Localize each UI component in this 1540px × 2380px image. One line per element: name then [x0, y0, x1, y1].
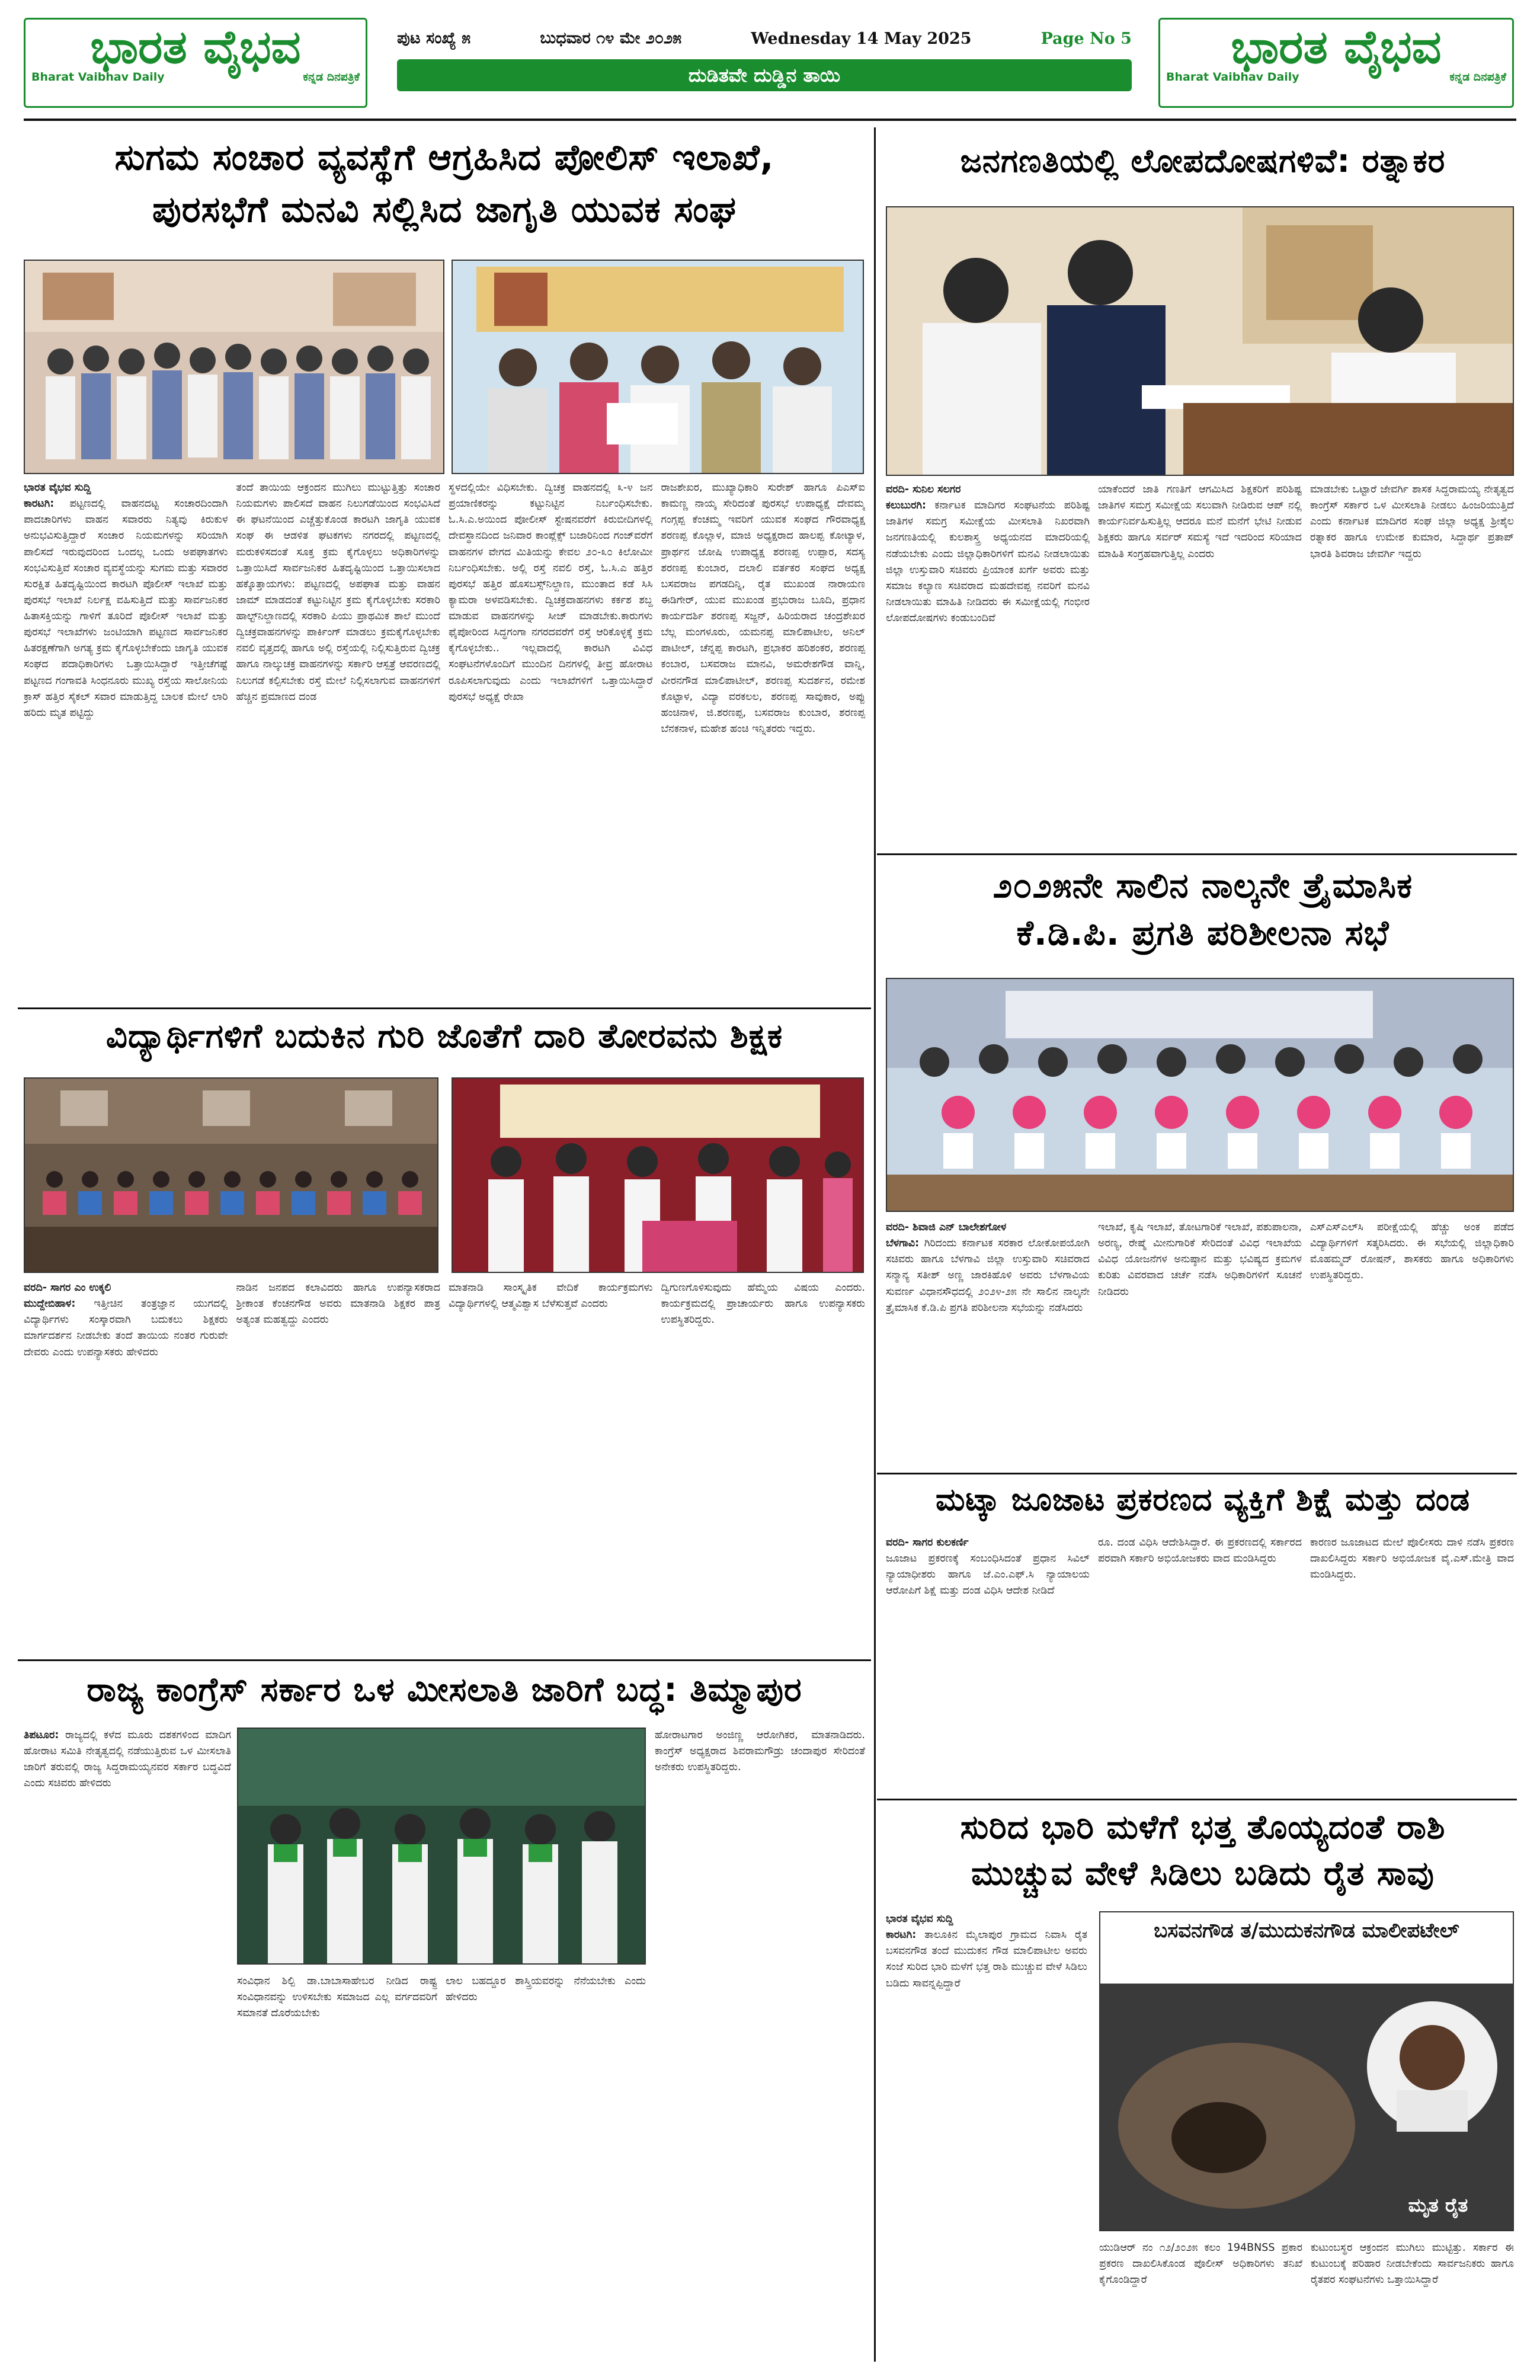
photo-classroom — [24, 1077, 438, 1273]
logo-title: ಭಾರತ ವೈಭವ — [90, 21, 301, 74]
date-kn: ಬುಧವಾರ ೧೪ ಮೇ ೨೦೨೫ — [540, 29, 682, 47]
body-text: ಕುಟುಂಬಸ್ಥರ ಆಕ್ರಂದನ ಮುಗಿಲು ಮುಟ್ಟಿತ್ತು. ಸರ್ಕಾರ ಈ ಕುಟುಂಬಕ್ಕೆ ಪರಿಹಾರ ನೀಡಬೇಕೆಂದು ಸಾರ್ವಜನಿಕರು ಹಾಗೂ ರೈತಪರ ಸಂಘಟನೆಗಳು ಒತ್ತಾಯಿಸಿದ್ದಾರೆ — [1311, 2242, 1514, 2286]
photo-police-group — [24, 260, 444, 474]
dateline: ವರದಿ- ಸಾಗರ ಕುಲಕರ್ಣಿ — [886, 1537, 969, 1549]
headline-farmer-2: ಮುಚ್ಚುವ ವೇಳೆ ಸಿಡಿಲು ಬಡಿದು ರೈತ ಸಾವು — [971, 1854, 1435, 1893]
photo-caption: ಮೃತ ರೈತ — [1408, 2194, 1468, 2216]
body-text: ಕಾರಣರ ಜೂಜಾಟದ ಮೇಲೆ ಪೊಲೀಸರು ದಾಳಿ ನಡೆಸಿ ಪ್ರಕರಣ ದಾಖಲಿಸಿದ್ದರು ಸರ್ಕಾರಿ ಅಭಿಯೋಜಕ ವೈ.ಎಸ್.ಮೇತ್ರಿ ವಾದ ಮಂಡಿಸಿದ್ದರು. — [1310, 1537, 1514, 1581]
body-text: ಮಾತನಾಡಿ ಸಾಂಸ್ಕೃತಿಕ ವೇದಿಕೆ ಕಾರ್ಯಕ್ರಮಗಳು ವಿದ್ಯಾರ್ಥಿಗಳಲ್ಲಿ ಆತ್ಮವಿಶ್ವಾಸ ಬೆಳೆಸುತ್ತವೆ ಎಂದರು — [449, 1282, 653, 1310]
body-text: ಯುಡಿಆರ್ ನಂ ೧೨/೨೦೨೫ ಕಲಂ 194BNSS ಪ್ರಕಾರ ಪ್ರಕರಣ ದಾಖಲಿಸಿಕೊಂಡ ಪೊಲೀಸ್ ಅಧಿಕಾರಿಗಳು ತನಿಖೆ ಕೈಗೊಂಡಿದ್ದಾರೆ — [1099, 2242, 1302, 2286]
logo-sub-kn: ಕನ್ನಡ ದಿನಪತ್ರಿಕೆ — [1449, 71, 1506, 84]
dateline: ವರದಿ- ಸುನಿಲ ಸಲಗರ — [886, 484, 961, 495]
headline-matka: ಮಟ್ಕಾ ಜೂಜಾಟ ಪ್ರಕರಣದ ವ್ಯಕ್ತಿಗೆ ಶಿಕ್ಷೆ ಮತ್ತು ದಂಡ — [935, 1482, 1471, 1518]
body-text: ಎಸ್ಎಸ್ಎಲ್‌ಸಿ ಪರೀಕ್ಷೆಯಲ್ಲಿ ಹೆಚ್ಚು ಅಂಕ ಪಡೆದ ವಿದ್ಯಾರ್ಥಿಗಳಿಗೆ ಸತ್ಕರಿಸಿದರು. ಈ ಸಭೆಯಲ್ಲಿ ಜಿಲ್ಲಾಧಿಕಾರಿ ಮೊಹಮ್ಮದ್ ರೋಷನ್, ಶಾಸಕರು ಹಾಗೂ ಅಧಿಕಾರಿಗಳು ಉಪಸ್ಥಿತರಿದ್ದರು. — [1310, 1221, 1514, 1282]
body-text: ಯಾಕೆಂದರೆ ಜಾತಿ ಗಣತಿಗೆ ಆಗಮಿಸಿದ ಶಿಕ್ಷಕರಿಗೆ ಪರಿಶಿಷ್ಟ ಜಾತಿಗಳ ಸಮಗ್ರ ಸಮೀಕ್ಷೆಯ ಸಲುವಾಗಿ ನೀಡಿರುವ ಆಪ್ ನಲ್ಲಿ ಕಾರ್ಯನಿರ್ವಹಿಸುತ್ತಿಲ್ಲ ಆದರೂ ಮನೆ ಮನೆಗೆ ಭೇಟಿ ನೀಡುವ ಶಿಕ್ಷಕರು ಹಾಗೂ ಸರ್ವರ್ ಸಮಸ್ಯೆ ಇದೆ ಇದರಿಂದ ಸರಿಯಾದ ಮಾಹಿತಿ ಸಂಗ್ರಹವಾಗುತ್ತಿಲ್ಲ ಎಂದರು — [1098, 484, 1302, 560]
section-rule — [18, 1007, 871, 1009]
logo-title: ಭಾರತ ವೈಭವ — [1231, 21, 1442, 74]
body-text: ಇತ್ತೀಚಿನ ತಂತ್ರಜ್ಞಾನ ಯುಗದಲ್ಲಿ ವಿದ್ಯಾರ್ಥಿಗಳು ಸಂಸ್ಕಾರವಾಗಿ ಬದುಕಲು ಶಿಕ್ಷಕರು ಮಾರ್ಗದರ್ಶನ ನೀಡಬೇಕು ತಂದೆ ತಾಯಿಯ ನಂತರ ಗುರುವೇ ದೇವರು ಎಂದು ಉಪನ್ಯಾಸಕರು ಹೇಳಿದರು — [24, 1298, 228, 1358]
article-congress-body-right — [655, 1728, 865, 2362]
page-number: Page No 5 — [1040, 29, 1132, 48]
headline-police-1: ಸುಗಮ ಸಂಚಾರ ವ್ಯವಸ್ಥೆಗೆ ಆಗ್ರಹಿಸಿದ ಪೋಲಿಸ್ ಇಲಾಖೆ, — [114, 137, 774, 178]
photo-congress-stage — [237, 1728, 646, 1965]
body-text: ಗಿರಿದಂದು ಕರ್ನಾಟಕ ಸರಕಾರ ಲೋಕೋಪಯೋಗಿ ಸಚಿವರು ಹಾಗೂ ಬೆಳಗಾವಿ ಜಿಲ್ಲಾ ಉಸ್ತುವಾರಿ ಸಚಿವರಾದ ಸನ್ಮಾನ್ಯ ಸತೀಶ್ ಅಣ್ಣ ಜಾರಕಿಹೊಳಿ ಅವರು ಬೆಳಗಾವಿಯ ಸುವರ್ಣ ವಿಧಾನಸೌಧದಲ್ಲಿ ೨೦೨೪-೨೫ ನೇ ಸಾಲಿನ ನಾಲ್ಕನೇ ತ್ರೈಮಾಸಿಕ ಕೆ.ಡಿ.ಪಿ ಪ್ರಗತಿ ಪರಿಶೀಲನಾ ಸಭೆಯನ್ನು ನಡೆಸಿದರು — [886, 1237, 1090, 1314]
photo-census — [886, 206, 1514, 476]
body-text: ಹೋರಾಟಗಾರ ಅಂಜಿಣ್ಣ ಆರೋಗಿಕರ, ಮಾತನಾಡಿದರು. ಕಾಂಗ್ರೆಸ್ ಅಧ್ಯಕ್ಷರಾದ ಶಿವರಾಮಗೌಡ್ರು ಚಂದಾಪುರ ಸೇರಿದಂತೆ ಅನೇಕರು ಉಪಸ್ಥಿತರಿದ್ದರು. — [655, 1729, 865, 1774]
section-rule — [18, 1659, 871, 1661]
dateline: ಭಾರತ ವೈಭವ ಸುದ್ದಿ — [24, 482, 91, 494]
dateline: ವರದಿ- ಶಿವಾಜಿ ಎನ್ ಬಾಲೇಶಗೋಳ — [886, 1221, 1007, 1233]
body-text: ತಂದೆ ತಾಯಿಯ ಆಕ್ರಂದನ ಮುಗಿಲು ಮುಟ್ಟುತ್ತಿತ್ತು ಸಂಚಾರ ನಿಯಮಗಳು ಪಾಲಿಸದೆ ವಾಹನ ನಿಲುಗಡೆಯಿಂದ ಸಂಭವಿಸಿದೆ ಈ ಘಟನೆಯಿಂದ ಎಚ್ಚೆತ್ತುಕೊಂಡ ಕಾರಟಗಿ ಜಾಗೃತಿ ಯುವಕ ಸಂಘ ಈ ಆಡಳಿತ ಘಟಕಗಳು ನಗರದಲ್ಲಿ ಪಟ್ಟಣದಲ್ಲಿ ಮರುಕಳಿಸದಂತೆ ಸೂಕ್ತ ಕ್ರಮ ಕೈಗೊಳ್ಳಲು ಅಧಿಕಾರಿಗಳನ್ನು ಒತ್ತಾಯಿಸಿದೆ ಸಾರ್ವಜನಿಕರ ಹಿತದೃಷ್ಟಿಯಿಂದ ಒತ್ತಾಯಿಸಲಾದ ಹಕ್ಕೊತ್ತಾಯಗಳು: ಪಟ್ಟಣದಲ್ಲಿ ಅಪಘಾತ ಮತ್ತು ವಾಹನ ಜಾಮ್ ಮಾಡದಂತೆ ಕಟ್ಟುನಿಟ್ಟಿನ ಕ್ರಮ ಕೈಗೊಳ್ಳಬೇಕು ಸರಕಾರಿ ಹಾಲ್ಟ್‌ನಿಲ್ದಾಣದಲ್ಲಿ ಸರಕಾರಿ ಪಿಯು ಪ್ರಾಥಮಿಕ ಶಾಲೆ ಮುಂದೆ ದ್ವಿಚಕ್ರವಾಹನಗಳನ್ನು ಪಾರ್ಕಿಂಗ್ ಮಾಡಲು ಕ್ರಮಕೈಗೊಳ್ಳಬೇಕು ನವಲಿ ವೃತ್ತದಲ್ಲಿ ಹಾಗೂ ಅಲ್ಲಿ ರಸ್ತೆಯಲ್ಲಿ ನಿಲ್ಲಿಸುತ್ತಿರುವ ದ್ವಿಚಕ್ರ ಹಾಗೂ ನಾಲ್ಕುಚಕ್ರ ವಾಹನಗಳನ್ನು ಸರ್ಕಾರಿ ಆಸ್ಪತ್ರೆ ಆವರಣದಲ್ಲಿ ನಿಲುಗಡೆ ಕಲ್ಪಿಸಬೇಕು ರಸ್ತೆ ಮೇಲೆ ನಿಲ್ಲಿಸಲಾಗುವ ವಾಹನಗಳಿಗೆ ಹೆಚ್ಚಿನ ಪ್ರಮಾಣದ ದಂಡ — [236, 482, 440, 703]
headline-farmer-1: ಸುರಿದ ಭಾರಿ ಮಳೆಗೆ ಭತ್ತ ತೊಯ್ಯದಂತೆ ರಾಶಿ — [960, 1808, 1446, 1847]
body-text: ರೂ. ದಂಡ ವಿಧಿಸಿ ಆದೇಶಿಸಿದ್ದಾರೆ. ಈ ಪ್ರಕರಣದಲ್ಲಿ ಸರ್ಕಾರದ ಪರವಾಗಿ ಸರ್ಕಾರಿ ಅಭಿಯೋಜಕರು ವಾದ ಮಂಡಿಸಿದ್ದರು — [1098, 1537, 1302, 1565]
article-congress-body — [237, 1973, 646, 2362]
body-text: ಸ್ಥಳದಲ್ಲಿಯೇ ವಿಧಿಸಬೇಕು. ದ್ವಿಚಕ್ರ ವಾಹನದಲ್ಲಿ ೩-೪ ಜನ ಪ್ರಯಾಣಿಕರನ್ನು ಕಟ್ಟುನಿಟ್ಟಿನ ನಿರ್ಬಂಧಿಸಬೇಕು. ಓ.ಸಿ.ಎ.ಅಯಿಂದ ಪೋಲೀಸ್ ಸ್ಟೇಷನವರೆಗೆ ಕಿರುಬೀದಿಗಳಲ್ಲಿ ದೇವಸ್ಥಾನದಿಂದ ಜನಿವಾರ ಕಾಂಪ್ಲೆಕ್ಸ್ ಬಜಾರಿನಿಂದ ಗಂಜ್‌ವರೆಗೆ ವಾಹನಗಳ ವೇಗದ ಮಿತಿಯನ್ನು ಕೇವಲ ೨೦-೩೦ ಕಿಲೋಮೀ ನಿರ್ಬಂಧಿಸಬೇಕು. ಅಲ್ಲಿ ರಸ್ತೆ ನವಲಿ ರಸ್ತೆ, ಓ.ಸಿ.ಎ ಹತ್ತಿರ ಪುರಸಭೆ ಹತ್ತಿರ ಹೊಸಬಸ್ಸ್‌ನಿಲ್ದಾಣ, ಮುಂತಾದ ಕಡೆ ಸಿಸಿ ಕ್ಯಾಮರಾ ಅಳವಡಿಸಬೇಕು. ದ್ವಿಚಕ್ರವಾಹನಗಳು ಕರ್ಕಶ ಶಬ್ದ ಮಾಡುವ ವಾಹನಗಳನ್ನು ಸೀಜ್ ಮಾಡಬೇಕು.ಕಾರುಗಳು ಫೈಪೋರಿಂದ ಸಿದ್ಧಗಂಗಾ ನಗರದವರೆಗೆ ರಸ್ತೆ ಆರಿಕೊಳ್ಳಕ್ಕೆ ಕ್ರಮ ಕೈಗೊಳ್ಳಬೇಕು.. ಇಲ್ಲವಾದಲ್ಲಿ ಕಾರಟಗಿ ವಿವಿಧ ಸಂಘಟನೆಗಳೊಂದಿಗೆ ಮುಂದಿನ ದಿನಗಳಲ್ಲಿ ತೀವ್ರ ಹೋರಾಟ ರೂಪಿಸಲಾಗುವುದು ಎಂದು ಇಲಾಖೆಗಳಿಗೆ ಒತ್ತಾಯಿಸಿದ್ದಾರೆ ಪುರಸಭೆ ಅಧ್ಯಕ್ಷೆ ರೇಖಾ — [449, 482, 653, 703]
place: ಮುದ್ದೇಬಿಹಾಳ: — [24, 1298, 76, 1310]
article-congress-body-top — [24, 1728, 231, 2362]
headline-kdp-2: ಕೆ.ಡಿ.ಪಿ. ಪ್ರಗತಿ ಪರಿಶೀಲನಾ ಸಭೆ — [1016, 913, 1389, 953]
photo-teacher-stage — [452, 1077, 864, 1273]
place: ಕಾರಟಗಿ: — [886, 1929, 917, 1941]
headline-kdp-1: ೨೦೨೫ನೇ ಸಾಲಿನ ನಾಲ್ಕನೇ ತ್ರೈಮಾಸಿಕ — [992, 865, 1413, 906]
body-text: ರಾಜ್ಯದಲ್ಲಿ ಕಳೆದ ಮೂರು ದಶಕಗಳಿಂದ ಮಾದಿಗ ಹೋರಾಟ ಸಮಿತಿ ನೇತೃತ್ವದಲ್ಲಿ ನಡೆಯುತ್ತಿರುವ ಒಳ ಮೀಸಲಾತಿ ಜಾರಿಗೆ ತರುವಲ್ಲಿ ರಾಜ್ಯ ಸಿದ್ದರಾಮಯ್ಯನವರ ಸರ್ಕಾರ ಬದ್ಧವಿದೆ ಎಂದು ಸಚಿವರು ಹೇಳಿದರು — [24, 1729, 231, 1790]
date-en: Wednesday 14 May 2025 — [751, 29, 972, 48]
section-rule — [877, 1473, 1517, 1474]
body-text: ಜೂಜಾಟ ಪ್ರಕರಣಕ್ಕೆ ಸಂಬಂಧಿಸಿದಂತೆ ಪ್ರಧಾನ ಸಿವಿಲ್ ನ್ಯಾಯಾಧೀಶರು ಹಾಗೂ ಜೆ.ಎಂ.ಎಫ್.ಸಿ ನ್ಯಾಯಾಲಯ ಆರೋಪಿಗೆ ಶಿಕ್ಷೆ ಮತ್ತು ದಂಡ ವಿಧಿಸಿ ಆದೇಶ ನೀಡಿದೆ — [886, 1553, 1090, 1597]
photo-kdp-meeting — [886, 978, 1514, 1212]
body-text: ಸಂವಿಧಾನ ಶಿಲ್ಪಿ ಡಾ.ಬಾಬಾಸಾಹೇಬರ ನೀಡಿದ ರಾಷ್ಟ್ರ ಸಂವಿಧಾನವನ್ನು ಉಳಿಸಬೇಕು ಸಮಾಜದ ಎಲ್ಲ ವರ್ಗದವರಿಗೆ ಸಮಾನತೆ ದೊರೆಯಬೇಕು — [237, 1975, 437, 2020]
photo-farmer — [1099, 1911, 1514, 2231]
section-rule — [877, 853, 1517, 855]
place: ತಿಪಟೂರ: — [24, 1729, 59, 1741]
section-rule — [877, 1799, 1517, 1800]
header-rule — [24, 119, 1516, 121]
article-teacher-body — [24, 1280, 865, 1653]
photo-banner: ಬಸವನಗೌಡ ತ/ಮುದುಕನಗೌಡ ಮಾಲೀಪಟೇಲ್ — [1100, 1912, 1513, 1984]
headline-teacher: ವಿದ್ಯಾರ್ಥಿಗಳಿಗೆ ಬದುಕಿನ ಗುರಿ ಜೊತೆಗೆ ದಾರಿ ತೋರವನು ಶಿಕ್ಷಕ — [105, 1017, 783, 1055]
slogan-bar: ದುಡಿತವೇ ದುಡ್ಡಿನ ತಾಯಿ — [397, 59, 1132, 91]
column-divider — [874, 127, 876, 2362]
body-text: ಕರ್ನಾಟಕ ಮಾದಿಗರ ಸಂಘಟನೆಯ ಪರಿಶಿಷ್ಟ ಜಾತಿಗಳ ಸಮಗ್ರ ಸಮೀಕ್ಷೆಯ ಮೀಸಲಾತಿ ನಿಖರವಾಗಿ ಜನಗಣತಿಯಲ್ಲಿ ಕುಲಶಾಸ್ತ್ರ ಅಧ್ಯಯನದ ಮಾದರಿಯಲ್ಲಿ ನಡೆಯಬೇಕು ಎಂದು ಜಿಲ್ಲಾಧಿಕಾರಿಗಳಿಗೆ ಮನವಿ ನೀಡಲಾಯಿತು ಜಿಲ್ಲಾ ಉಸ್ತುವಾರಿ ಸಚಿವರು ಪ್ರಿಯಾಂಕ ಖರ್ಗೆ ಅವರು ಮತ್ತು ಸಮಾಜ ಕಲ್ಯಾಣ ಸಚಿವರಾದ ಮಹದೇವಪ್ಪ ನವರಿಗೆ ಮನವಿ ನೀಡಲಾಯಿತು ಮಾಹಿತಿ ನೀಡಿದರು ಈ ಸಮೀಕ್ಷೆಯಲ್ಲಿ ಗಂಭೀರ ಲೋಪದೋಷಗಳು ಕಂಡುಬಂದಿವೆ — [886, 500, 1090, 624]
headline-police-2: ಪುರಸಭೆಗೆ ಮನವಿ ಸಲ್ಲಿಸಿದ ಜಾಗೃತಿ ಯುವಕ ಸಂಘ — [152, 189, 737, 231]
body-text: ಲಾಲ ಬಹದ್ದೂರ ಶಾಸ್ತ್ರಿಯವರನ್ನು ನೆನೆಯಬೇಕು ಎಂದು ಹೇಳಿದರು — [446, 1975, 646, 2004]
article-farmer-body-top — [886, 1911, 1087, 2231]
headline-congress: ರಾಜ್ಯ ಕಾಂಗ್ರೆಸ್ ಸರ್ಕಾರ ಒಳ ಮೀಸಲಾತಿ ಜಾರಿಗೆ ಬದ್ಧ: ತಿಮ್ಮಾಪುರ — [87, 1671, 802, 1709]
article-farmer-body — [1099, 2240, 1514, 2362]
body-text: ನಾಡಿನ ಜನಪದ ಕಲಾವಿದರು ಹಾಗೂ ಉಪನ್ಯಾಸಕರಾದ ಶ್ರೀಕಾಂತ ಕೆಂಚನಗೌಡ ಅವರು ಮಾತನಾಡಿ ಶಿಕ್ಷಕರ ಪಾತ್ರ ಅತ್ಯಂತ ಮಹತ್ವದ್ದು ಎಂದರು — [236, 1282, 440, 1326]
body-text: ರಾಜಶೇಖರ, ಮುಖ್ಯಾಧಿಕಾರಿ ಸುರೇಶ್ ಹಾಗೂ ಪಿಎಸ್ಐ ಕಾಮಣ್ಣ ನಾಯ್ಕ ಸೇರಿದಂತೆ ಪುರಸಭೆ ಉಪಾಧ್ಯಕ್ಷೆ ದೇವಮ್ಮ ಗಂಗ್ಗಪ್ಪ ಕೆಂಚಮ್ಮ ಇವರಿಗೆ ಯುವಕ ಸಂಘದ ಗೌರವಾಧ್ಯಕ್ಷ ಶರಣಪ್ಪ ಕೊಲ್ಲಾಳ, ಮಾಜಿ ಅಧ್ಯಕ್ಷರಾದ ಹಾಲಪ್ಪ ಕೋಟ್ಯಾಳ, ಪ್ರಾರ್ಥನ ಜೋಷಿ ಉಪಾಧ್ಯಕ್ಷ ಶರಣಪ್ಪ ಉಪ್ಪಾರ, ಸದಸ್ಯ ಶರಣಪ್ಪ ಕುಂಬಾರ, ದಲಾಲಿ ವರ್ತಕರ ಸಂಘದ ಅಧ್ಯಕ್ಷ ಬಸವರಾಜ ಪಗಡದಿನ್ನಿ, ರೈತ ಮುಖಂಡ ನಾರಾಯಣ ಈಡಿಗೇರ್, ಯುವ ಮುಖಂಡ ಪ್ರಭುರಾಜ ಬೂದಿ, ಪ್ರಧಾನ ಕಾರ್ಯದರ್ಶಿ ಶರಣಪ್ಪ ಸಜ್ಜನ್, ಹಿರಿಯರಾದ ಚಂದ್ರಶೇಖರ ಬೆಲ್ಲ ಮಂಗಳೂರು, ಯಮನಪ್ಪ ಮಾಲಿಪಾಟೀಲ, ಅನಿಲ್ ಪಾಟೀಲ್, ಚೆನ್ನಪ್ಪ ಕಾರಟಗಿ, ಪ್ರಭಾಕರ ಹರಿಶಂಕರ, ಶರಣಪ್ಪ ಕಂಬಾರ, ಬಸವರಾಜ ಮಾನವಿ, ಅಮರೇಶಗೌಡ ವಾನ್ನಿ, ವೀರನಗೌಡ ಮಾಲಿಪಾಟೀಲ್, ಶರಣಪ್ಪ ಸುದರ್ಶನ, ರಮೇಶ ಕೊಟ್ಟಾಳ, ವಿದ್ಯಾ ವರಕಲಲ, ಶರಣಪ್ಪ ಸಾವುಕಾರ, ಅಪ್ಪು ಹಂಚಿನಾಳ, ಜಿ.ಶರಣಪ್ಪ, ಬಸವರಾಜ ಕುಂಬಾರ, ಶರಣಪ್ಪ ಬೆನಕನಾಳ, ಮಹೇಶ ಹಂಚಿ ಇನ್ನಿತರರು ಇದ್ದರು. — [661, 482, 865, 735]
place: ಕಾರಟಗಿ: — [24, 498, 55, 510]
body-text: ಮಾಡಬೇಕು ಒಟ್ಟಾರೆ ಜೇವರ್ಗಿ ಶಾಸಕ ಸಿದ್ದರಾಮಯ್ಯ ನೇತೃತ್ವದ ಕಾಂಗ್ರೆಸ್ ಸರ್ಕಾರ ಒಳ ಮೀಸಲಾತಿ ನೀಡಲು ಹಿಂಜರಿಯುತ್ತಿದೆ ಎಂದು ಕರ್ನಾಟಕ ಮಾದಿಗರ ಸಂಘ ಜಿಲ್ಲಾ ಅಧ್ಯಕ್ಷ ಶ್ರೀಶೈಲ ರತ್ನಾಕರ ಹಾಗೂ ಉಮೇಶ ಕುಮಾರ, ಸಿದ್ದಾರ್ಥ ಪ್ರತಾಪ್ ಭಾರತಿ ಶಿವರಾಜ ಜೇವರ್ಗಿ ಇದ್ದರು — [1310, 484, 1514, 560]
body-text: ಇಲಾಖೆ, ಕೃಷಿ ಇಲಾಖೆ, ತೋಟಗಾರಿಕೆ ಇಲಾಖೆ, ಪಶುಪಾಲನಾ, ಅರಣ್ಯ, ರೇಷ್ಮೆ ಮೀನುಗಾರಿಕೆ ಸೇರಿದಂತೆ ವಿವಿಧ ಇಲಾಖೆಯ ವಿವಿಧ ಯೋಜನೆಗಳ ಅನುಷ್ಠಾನ ಮತ್ತು ಭವಿಷ್ಯದ ಕ್ರಮಗಳ ಕುರಿತು ವಿವರವಾದ ಚರ್ಚೆ ನಡೆಸಿ ಅಧಿಕಾರಿಗಳಿಗೆ ಸೂಚನೆ ನೀಡಿದರು — [1098, 1221, 1302, 1298]
masthead-logo-left — [24, 18, 367, 108]
place: ಕಲುಬುರಗಿ: — [886, 500, 927, 512]
article-police-body — [24, 480, 865, 1002]
headline-census: ಜನಗಣತಿಯಲ್ಲಿ ಲೋಪದೋಷಗಳಿವೆ: ರತ್ನಾಕರ — [960, 142, 1446, 180]
page-label-kn: ಪುಟ ಸಂಖ್ಯೆ ೫ — [397, 29, 471, 47]
body-text: ತಾಲೂಕಿನ ಮೈಲಾಪುರ ಗ್ರಾಮದ ನಿವಾಸಿ ರೈತ ಬಸವನಗೌಡ ತಂದೆ ಮುದುಕನ ಗೌಡ ಮಾಲಿಪಾಟೀಲ ಅವರು ಸಂಜೆ ಸುರಿದ ಭಾರಿ ಮಳೆಗೆ ಭತ್ತ ರಾಶಿ ಮುಚ್ಚುವ ವೇಳೆ ಸಿಡಿಲು ಬಡಿದು ಸಾವನ್ನಪ್ಪಿದ್ದಾರೆ — [886, 1929, 1087, 1989]
photo-police-memorandum — [452, 260, 864, 474]
logo-sub-kn: ಕನ್ನಡ ದಿನಪತ್ರಿಕೆ — [303, 71, 360, 84]
logo-sub-en: Bharat Vaibhav Daily — [1166, 71, 1299, 84]
place: ಬೆಳಗಾವಿ: — [886, 1237, 920, 1250]
body-text: ದ್ವಿಗುಣಗೊಳಿಸುವುದು ಹೆಮ್ಮೆಯ ವಿಷಯ ಎಂದರು. ಕಾರ್ಯಕ್ರಮದಲ್ಲಿ ಪ್ರಾಚಾರ್ಯರು ಹಾಗೂ ಉಪನ್ಯಾಸಕರು ಉಪಸ್ಥಿತರಿದ್ದರು. — [661, 1282, 865, 1326]
body-text: ಪಟ್ಟಣದಲ್ಲಿ ವಾಹನದಟ್ಟ ಸಂಚಾರದಿಂದಾಗಿ ಪಾದಚಾರಿಗಳು ವಾಹನ ಸವಾರರು ನಿತ್ಯವು ಕಿರುಕುಳ ಅನುಭವಿಸುತ್ತಿದ್ದಾರೆ ಸಂಚಾರ ನಿಯಮಗಳನ್ನು ಸರಿಯಾಗಿ ಪಾಲಿಸದೆ ಇರುವುದರಿಂದ ಒಂದಲ್ಲ ಒಂದು ಅಪಘಾತಗಳು ಸಂಭವಿಸುತ್ತಿವೆ ಸಂಚಾರ ವ್ಯವಸ್ಥೆಯನ್ನು ಸುಗಮ ಮತ್ತು ಸವಾರರ ಸುರಕ್ಷಿತ ಹಿತದೃಷ್ಟಿಯಿಂದ ಕಾರಟಗಿ ಪೊಲೀಸ್ ಇಲಾಖೆ ಮತ್ತು ಪುರಸಭೆ ಇಲಾಖೆ ನಿರ್ಲಕ್ಷ ವಹಿಸುತ್ತಿದೆ ಮತ್ತು ಸಾರ್ವಜನಿಕರ ಹಿತಾಸಕ್ತಿಯನ್ನು ಗಾಳಿಗೆ ತೂರಿದೆ ಪೊಲೀಸ್ ಇಲಾಖೆ ಮತ್ತು ಪುರಸಭೆ ಇಲಾಖೆಗಳು ಜಂಟಿಯಾಗಿ ಪಟ್ಟಣದ ಸಾರ್ವಜನಿಕರ ಹಿತರಕ್ಷಣೆಗಾಗಿ ಅಗತ್ಯ ಕ್ರಮ ಕೈಗೊಳ್ಳಬೇಕೆಂದು ಜಾಗೃತಿ ಯುವಕ ಸಂಘದ ಪದಾಧಿಕಾರಿಗಳು ಒತ್ತಾಯಿಸಿದ್ದಾರೆ ಇತ್ತೀಚೆಗಷ್ಟೆ ಪಟ್ಟಣದ ಗಂಗಾವತಿ ಸಿಂಧನೂರು ಮುಖ್ಯ ರಸ್ತೆಯ ಸಾಲೋನಿಯ ಕ್ರಾಸ್ ಹತ್ತಿರ ಸೈಕಲ್ ಸವಾರ ಮಾಡುತ್ತಿದ್ದ ಬಾಲಕ ಮೇಲೆ ಲಾರಿ ಹರಿದು ಮೃತ ಪಟ್ಟಿದ್ದು — [24, 498, 228, 719]
article-kdp-body — [886, 1220, 1514, 1469]
logo-sub-en: Bharat Vaibhav Daily — [31, 71, 165, 84]
dateline: ಭಾರತ ವೈಭವ ಸುದ್ದಿ — [886, 1913, 953, 1925]
article-matka-body — [886, 1535, 1514, 1813]
article-census-body — [886, 482, 1514, 894]
masthead-logo-right — [1158, 18, 1514, 108]
dateline: ವರದಿ- ಸಾಗರ ಎಂ ಉಕ್ಕಲಿ — [24, 1282, 111, 1294]
